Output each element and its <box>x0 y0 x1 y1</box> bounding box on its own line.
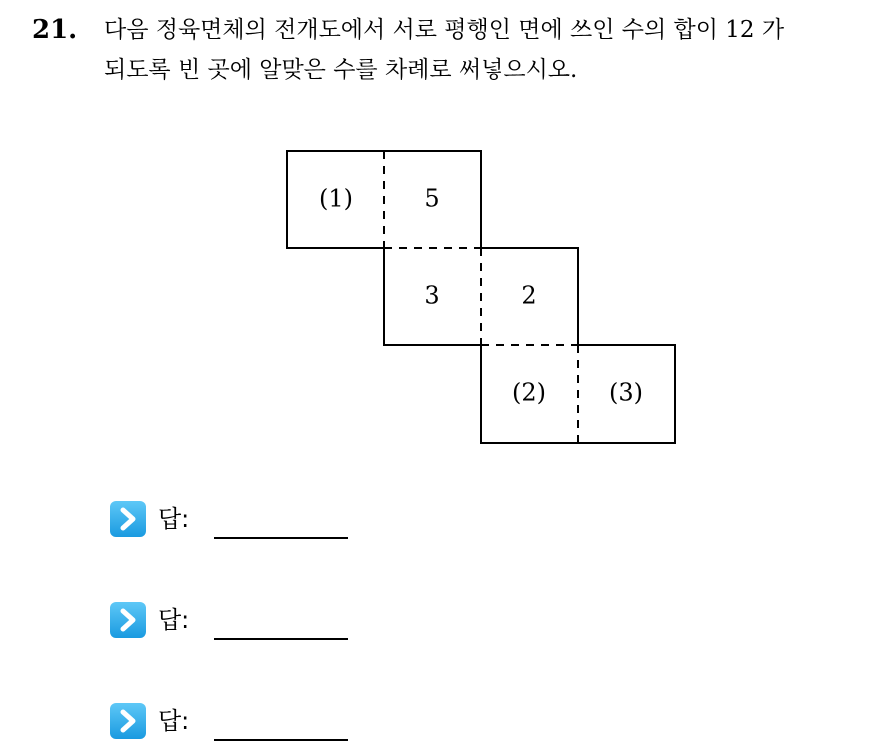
question-number: 21. <box>32 15 78 45</box>
question-text-line-1: 다음 정육면체의 전개도에서 서로 평행인 면에 쓰인 수의 합이 12 가 <box>104 17 785 43</box>
face-label-middle-left: 3 <box>424 281 440 310</box>
answer-blank[interactable] <box>214 638 348 640</box>
face-label-middle-right: 2 <box>521 281 537 310</box>
answer-row-1 <box>110 497 370 537</box>
answer-row-3 <box>110 699 370 739</box>
face-label-bottom-right: (3) <box>609 378 643 407</box>
face-label-top-right: 5 <box>424 184 440 213</box>
answer-label: 답: <box>158 707 190 735</box>
face-label-top-left: (1) <box>319 184 353 213</box>
chevron-right-icon <box>110 703 146 739</box>
answer-row-2 <box>110 598 370 638</box>
question-text-line-2: 되도록 빈 곳에 알맞은 수를 차례로 써넣으시오. <box>104 57 578 83</box>
answer-label: 답: <box>158 606 190 634</box>
answer-blank[interactable] <box>214 739 348 741</box>
face-label-bottom-left: (2) <box>512 378 546 407</box>
answer-blank[interactable] <box>214 537 348 539</box>
chevron-right-icon <box>110 602 146 638</box>
answer-label: 답: <box>158 505 190 533</box>
chevron-right-icon <box>110 501 146 537</box>
